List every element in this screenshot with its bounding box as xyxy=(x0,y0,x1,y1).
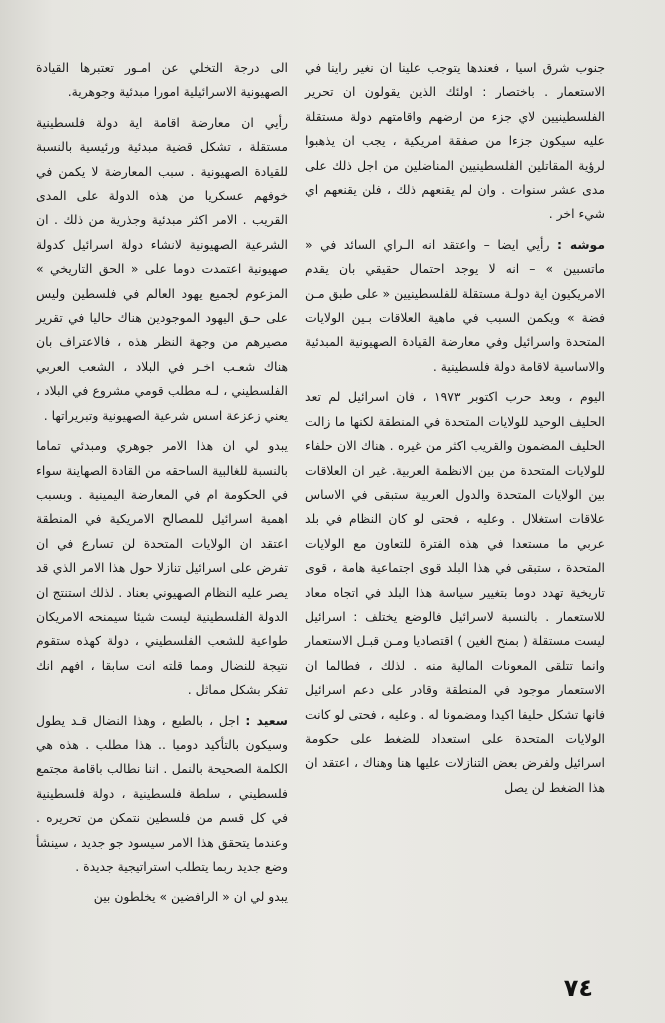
paragraph-text: رأيي ايضا – واعتقد انه الـراي السائد في « ماتسبين » – انه لا يوجد احتمال حقيقي بان يقدم الامريكيون اية دولـة مستقلة للفلسطينيين « على طبق مـن فضة » ويكمن السبب في ماهية العلاقات بـين الولايات المتحدة واسرائيل وفي معارضة القيادة الصهيونية المبدئية والاساسية لاقامة دولة فلسطينية . xyxy=(305,236,605,374)
paragraph xyxy=(36,111,288,428)
paragraph-text: رأيي ان معارضة اقامة اية دولة فلسطينية مستقلة ، تشكل قضية مبدئية ورئيسية بالنسبة للقيادة الصهيونية . سبب المعارضة لا يكمن في خوفهم عسكريا من هذه الدولة على المدى القريب . الامر اكثر مبدئية وجذرية من ذلك . ان الشرعية الصهيونية لانشاء دولة اسرائيل كدولة صهيونية اعتمدت دوما على « الحق التاريخي » المزعوم لجميع يهود العالم في فلسطين وليس على حـق اليهود الموجودين هناك حاليا في تقرير مصيرهم من وجهة النظر هذه ، فالاعتراف بان هناك شعـب اخـر في البلاد ، الشعب العربي الفلسطيني ، لـه مطلب قومي مشروع في البلاد ، يعني زعزعة اسس شرعية الصهيونية وتبريراتها . xyxy=(36,114,288,423)
right-text-column xyxy=(305,56,605,800)
speaker-name: سعيد : xyxy=(245,712,288,728)
paragraph xyxy=(36,885,288,909)
paragraph-text: اجل ، بالطبع ، وهذا النضال قـد يطول وسيكون بالتأكيد دوميا .. هذا مطلب . هذه هي الكلمة الصحيحة بالنمل . اننا نطالب باقامة مجتمع فلسطيني ، سلطة فلسطينية ، دولة فلسطينية في كل قسم من فلسطين نتمكن من تحريره . وعندما يتحقق هذا الامر سيسود جو جديد ، سينشأ وضع جديد ربما يتطلب استراتيجية جديدة . xyxy=(36,712,288,874)
speaker-name: موشه : xyxy=(557,236,605,252)
paragraph-text: يبدو لي ان « الرافضين » يخلطون بين xyxy=(93,889,288,905)
paragraph xyxy=(36,709,288,880)
paragraph xyxy=(305,233,605,379)
paragraph xyxy=(36,56,288,105)
paragraph-text: جنوب شرق اسيا ، فعندها يتوجب علينا ان نغير راينا في الاستعمار . باختصار : اولئك الذين يقولون ان تحرير الفلسطينيين لاي جزء من ارضهم واقامتهم دولة مستقلة عليه سيكون جزءا من صفقة امريكية ، يجب ان يذهبوا لرؤية المقاتلين الفلسطينيين المناضلين من اجل ذلك على مدى عشر سنوات . وان لم يقنعهم ذلك ، فلن يقنعهم اي شيء اخر . xyxy=(305,60,605,222)
paragraph xyxy=(36,434,288,702)
paragraph-text: يبدو لي ان هذا الامر جوهري ومبدئي تماما بالنسبة للغالبية الساحقه من القادة الصهاينة سواء في الحكومة ام في المعارضة اليمينية . وبسبب اهمية اسرائيل للمصالح الامريكية في المنطقة اعتقد ان الولايات المتحدة لن تسارع في ان تفرض على اسرائيل تنازلا حول هذا الامر الذي قد يصر عليه النظام الصهيوني بعناد . لذلك استنتج ان الدولة الفلسطينية ليست شيئا سيمنحه الامريكان طواعية للشعب الفلسطيني ، دولة كهذه ستقوم نتيجة للنضال ومما قلته انت سابقا ، افهم انك تفكر بشكل مماثل . xyxy=(36,438,288,698)
paragraph-text: اليوم ، وبعد حرب اكتوبر ١٩٧٣ ، فان اسرائيل لم تعد الحليف الوحيد للولايات المتحدة في المنطقة لكنها ما زالت الحليف المضمون والقريب اكثر من غيره . هناك الان حلفاء للولايات المتحدة من بين الانظمة العربية. غير ان العلاقات بين الولايات المتحدة والدول العربية ستبقى في الاساس علاقات استغلال . وعليه ، فحتى لو كان النظام في بلد عربي ما مستعدا في هذه الفترة للتعاون مع الولايات المتحدة ، ستبقى في هذا البلد قوى اجتماعية هامة ، قوى تاريخية تهدد دوما بتغيير سياسة هذا البلد في اتجاه معاد للاستعمار . بالنسبة لاسرائيل فالوضع يختلف : اسرائيل ليست مستقلة ( بمنح الغين ) اقتصاديا ومـن قبـل الاستعمار وانما تتلقى المعونات المالية منه . لذلك ، فطالما ان الاستعمار موجود في المنطقة وقادر على دعم اسرائيل فانها تشكل حليفا اكيدا ومضمونا له . وعليه ، فحتى لو كانت الولايات المتحدة على استعداد للضغط على حكومة اسرائيل ولفرض بعض التنازلات عليها هنا وهناك ، اعتقد ان هذا الضغط لن يصل xyxy=(305,389,605,795)
paragraph-text: الى درجة التخلي عن امـور تعتبرها القيادة الصهيونية الاسرائيلية امورا مبدئية وجوهرية. xyxy=(36,60,288,100)
page-number: ٧٤ xyxy=(563,974,593,1002)
paragraph xyxy=(305,56,605,227)
left-text-column xyxy=(36,56,288,910)
paragraph xyxy=(305,385,605,800)
